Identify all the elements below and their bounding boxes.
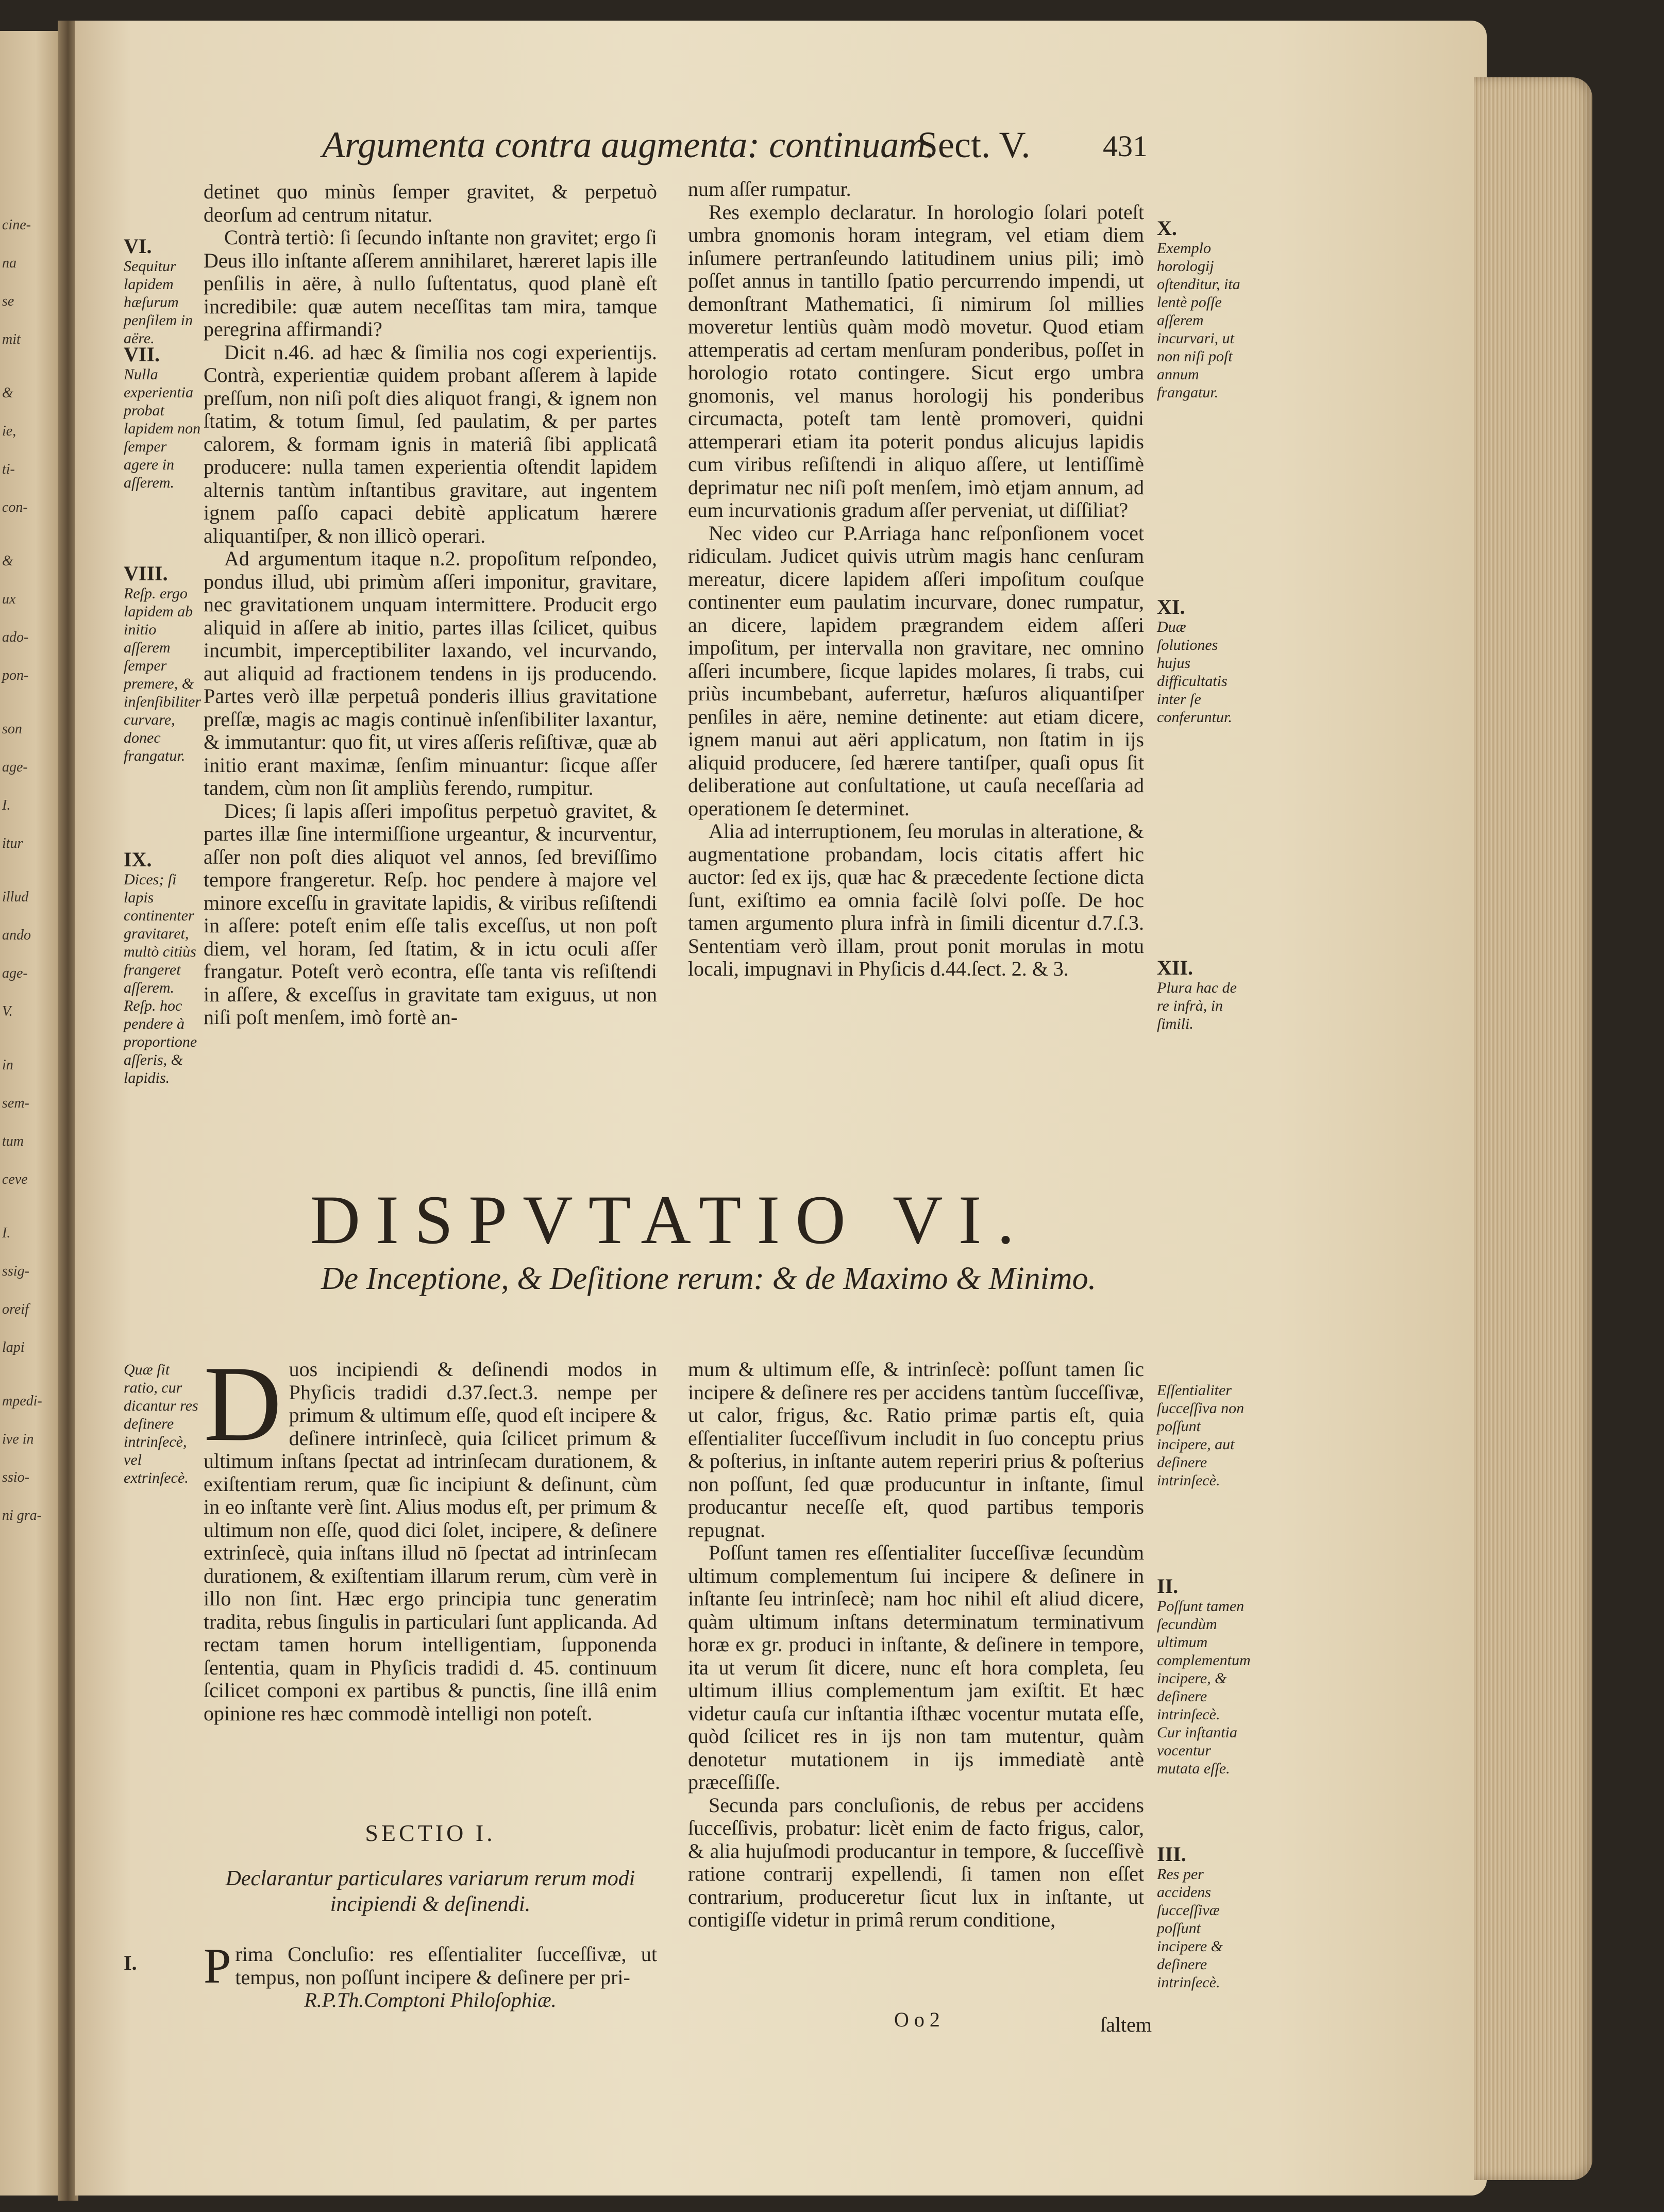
paragraph: uos incipiendi & deſinendi modos in Phyſicis tradidi d.37.ſect.3. nempe per primum & ultimum eſſe, quod eſt incipere & deſinere intrinſecè, quia ſcilicet primum & ultimum inſtans ſpectat ad intrinſecam durationem, & exiſtentiam rerum, quæ ſic incipiunt & deſinunt, cùm in eo inſtante verè ſint. Alius modus eſt, per primum & ultimum non eſſe, quod dici ſolet, incipere, & deſinere extrinſecè, quia inſtans illud nō ſpectat ad intrinſecam durationem, & exiſtentiam illarum rerum, cùm verè in illo non ſint. Hæc ergo principia tunc generatim tradita, rebus ſingulis in particulari ſunt applicanda. Ad rectam tamen horum intelligentiam, ſupponenda ſententia, quam in Phyſicis tradidi d. 45. continuum ſcilicet componi ex partibus & punctis, ſine illâ enim opinione res hæc commodè intelligi non poteſt. [204,1358,657,1725]
margin-note-text: Poſſunt tamen ſecundùm ultimum complementum incipere, & deſinere intrinſecè. Cur inſtantia vocentur mutata eſſe. [1157,1598,1251,1777]
margin-note-number: VII. [124,343,160,366]
left-page-fragment: ssio- [2,1469,29,1485]
margin-note-text: Duæ ſolutiones hujus difficultatis inter ſe conferuntur. [1157,618,1232,726]
left-page-fragment: ando [2,927,31,943]
left-page-fragment: se [2,293,14,309]
paragraph: num aſſer rumpatur. [688,177,851,200]
sectio-subtitle: Declarantur particulares variarum rerum modi incipiendi & deſinendi. [225,1867,635,1916]
left-page-fragment: tum [2,1133,24,1149]
paragraph: Res exemplo declaratur. In horologio ſolari poteſt umbra gnomonis horam integram, vel etiam diem inſumere pertranſeundo latitudinem unius pili; imò poſſet annus in tantillo ſpatio percurrendo impendi, ut demonſtrant Mathematici, ſi nimirum ſol millies moveretur lentiùs quàm modò movetur. Quod etiam attemperatis ad certam menſuram ponderibus, poſſet in horologio rotato contingere. Sicut ergo umbra gnomonis, vel manus horologij his ponderibus circumacta, poteſt tam lentè promoveri, quidni attemperari etiam ita poterit pondus alicujus lapidis cum viribus reſiſtendi in aliquo aſſere, ut lentiſſimè deprimatur nec niſi poſt menſem, imò etjam annum, ad eum incurvationis gradum aſſer perveniat, ut diſſiliat? [688,200,1144,522]
column-top-left [204,180,657,1029]
drop-cap: P [204,1938,231,1993]
page-number: 431 [1103,129,1148,163]
column-bottom-right [688,1358,1144,1932]
paragraph: Ad argumentum itaque n.2. propoſitum reſpondeo, pondus illud, ubi primùm aſſeri imponitur, gravitare, nec gravitationem unquam intermittere. Producit ergo aliquid in aſſere ab initio, partes illas ſcilicet, quibus incumbit, imperceptibiliter laxando, vel incurvando, aut aliquid ad fractionem tendens in ijs producendo. Partes verò illæ perpetuâ ponderis illius gravitatione preſſæ, magis ac magis continuè inſenſibiliter laxantur, & immutantur: quo fit, ut vires aſſeris reſiſtivæ, quæ ab initio erant maximæ, ſenſim minuantur: ſicque aſſer tandem, cùm non ſit ampliùs ferendo, rumpitur. [204,547,657,799]
paragraph: Secunda pars concluſionis, de rebus per accidens ſucceſſivis, probatur: licèt enim de facto frigus, calor, & alia hujuſmodi producantur in tempore, & ſucceſſivè ratione contrarij expellendi, ſi tamen non eſſet contrarium, produceretur ſicut lux in inſtante, ut contigiſſe videtur in primâ rerum conditione, [688,1793,1144,1931]
footer-signature-line: R.P.Th.Comptoni Philoſophiæ. [304,1988,557,2012]
left-page-fragment: oreif [2,1301,29,1317]
disputatio-title: DISPVTATIO VI. [310,1182,1030,1259]
page-fore-edge [1474,77,1592,2180]
margin-note-essentialiter [1157,1381,1245,1489]
left-page-fragment: cine- [2,217,31,233]
left-page-fragment: illud [2,889,29,905]
margin-note-3 [1157,1842,1245,1991]
margin-note-number: IX. [124,848,152,871]
running-title: Argumenta contra augmenta: continuam. [322,124,935,165]
left-page-fragment: ado- [2,629,29,645]
paragraph: Nec video cur P.Arriaga hanc reſponſionem vocet ridiculam. Judicet quivis utrùm magis hanc cenſuram mereatur, dicere lapidem aſſeri impoſitum couſque continenter eum paulatim incurvare, donec rumpatur, an dicere, lapidem prægrandem eidem aſſeri impoſitum, per intervalla non gravitare, nec omnino aſſeri incumbere, ſicque lapides molares, ſi trabs, cui priùs incumbebant, auferretur, hæſuros aliquantiſper penſiles in aëre, nemine detinente: aut etiam dicere, ignem manui aut aëri applicatum, non ſtatim in ijs aliquid producere, ſed hærere tantiſper, quaſi opus ſit deliberatione aut conſultatione, ut cauſa neceſſaria ad operationem ſe determinet. [688,521,1144,820]
margin-note-text: Sequitur lapidem hæſurum penſilem in aëre. [124,258,193,347]
left-page-fragment: & [2,553,13,569]
left-page-fragment: ive in [2,1431,34,1447]
margin-note-6 [124,234,201,347]
paragraph: mum & ultimum eſſe, & intrinſecè: poſſunt tamen ſic incipere & deſinere res per accidens tantùm ſucceſſivæ, ut calor, frigus, &c. Ratio primæ partis eſt, quia eſſentialiter ſucceſſivum includit in ſuo conceptu prius & poſterius, in inſtante autem reperiri prius & poſterius non poſſunt, ſed quæ producuntur in inſtante, ſimul producantur neceſſe eſt, quod partibus temporis repugnat. [688,1358,1144,1541]
sectio-title: SECTIO I. [365,1820,496,1846]
left-page-fragment: ceve [2,1171,28,1187]
left-page-fragment: pon- [2,667,29,683]
left-page-fragment: ti- [2,461,15,477]
margin-note-number: X. [1157,216,1177,240]
margin-note-text: Eſſentialiter ſucceſſiva non poſſunt incipere, aut deſinere intrinſecè. [1157,1382,1245,1489]
margin-note-text: Dices; ſi lapis continenter gravitaret, multò citiùs frangeret aſſerem. Reſp. hoc pendere à proportione aſſeris, & lapidis. [124,871,197,1086]
running-head [309,124,1443,175]
left-page-fragment: in [2,1057,13,1073]
left-page-fragment: ie, [2,423,16,439]
drop-cap: D [204,1344,282,1464]
margin-note-number: III. [1157,1842,1186,1866]
left-page-fragment: con- [2,499,28,515]
paragraph: Dicit n.46. ad hæc & ſimilia nos cogi experientijs. Contrà, experientiæ quidem probant aſſerem à lapide preſſum, non niſi poſt dies aliquot frangi, & ignem non ſtatim, & totum ſimul, ſed paulatim, & per partes calorem, & formam ignis in materiâ ſibi applicatâ producere: nulla tamen experientia oſtendit lapidem alternis tantùm inſtantibus gravitare, aut ingentem ignem paſſo capaci debitè applicatum hærere aliquantiſper, & non illicò operari. [204,340,657,547]
paragraph: Alia ad interruptionem, ſeu morulas in alteratione, & augmentatione probandam, locis citatis affert hic auctor: ſed ex ijs, quæ hac & præcedente ſectione dicta ſunt, exiſtimo ea omnia facilè ſolvi poſſe. De hoc tamen argumento plura infrà in ſimili dicentur d.7.ſ.3. Sententiam verò illam, prout ponit morulas in motu locali, impugnavi in Phyſicis d.44.ſect. 2. & 3. [688,819,1144,980]
disputatio-subtitle: De Inceptione, & Deſitione rerum: & de Maximo & Minimo. [321,1261,1097,1296]
margin-note-10 [1157,216,1245,401]
running-section: Sect. V. [917,124,1031,165]
signature-mark: O o 2 [894,2008,940,2031]
margin-note-number: XI. [1157,595,1185,618]
left-page-fragment: ux [2,591,16,607]
margin-note-8 [124,564,201,765]
left-page-fragment: na [2,255,16,271]
margin-note-intro [124,1361,201,1487]
left-page-fragment: ni gra- [2,1507,42,1523]
column-top-right [688,178,1144,981]
catchword: ſaltem [1100,2013,1152,2036]
margin-note-text: Reſp. ergo lapidem ab initio aſſerem ſemper premere, & inſenſibiliter curvare, donec frangatur. [124,585,201,764]
left-page-fragment: age- [2,965,28,981]
left-page-fragments [2,216,54,1561]
margin-note-number: VIII. [124,562,168,585]
paragraph: Dices; ſi lapis aſſeri impoſitus perpetuò gravitet, & partes illæ ſine intermiſſione urgeantur, & incurventur, aſſer non poſt dies aliquot vel annos, ſed breviſſimo tempore frangeretur. Reſp. hoc pendere à majore vel minore exceſſu in gravitate lapidis, & viribus reſiſtendi in aſſere: poteſt enim eſſe talis exceſſus, ut non poſt diem, vel horam, ſed ſtatim, & in ictu oculi aſſer frangatur. Poteſt verò econtra, eſſe tanta vis reſiſtendi in aſſere, & exceſſus in gravitate tam exiguus, ut non niſi poſt menſem, imò fortè an- [204,799,657,1029]
margin-note-12 [1157,956,1245,1033]
left-page-fragment: mit [2,331,21,347]
margin-note-text: Res per accidens ſucceſſivæ poſſunt incipere & deſinere intrinſecè. [1157,1866,1223,1991]
margin-note-text: Nulla experientia probat lapidem non ſemper agere in aſſerem. [124,366,201,491]
paragraph: Contrà tertiò: ſi ſecundo inſtante non gravitet; ergo ſi Deus illo inſtante aſſerem annihilaret, hæreret lapis ille penſilis in aëre, à nullo ſuſtentatus, quod planè eſt incredibile: quæ autem neceſſitas tam mira, tamque peregrina affirmandi? [204,226,657,341]
left-page-fragment: ssig- [2,1263,29,1279]
margin-note-text: Exemplo horologij oſtenditur, ita lentè poſſe aſſerem incurvari, ut non niſi poſt annum frangatur. [1157,240,1240,401]
paragraph: Poſſunt tamen res eſſentialiter ſucceſſivæ ſecundùm ultimum complementum ſui incipere & deſinere in inſtante ſeu intrinſecè; nam hoc nihil eſt aliud dicere, quàm ultimum inſtans determinatum terminativum horæ ex gr. produci in inſtante, & deſinere in tempore, ita ut verum ſit dicere, nunc eſt hora completa, ſeu ultimum illius complementum jam exiſtit. Et hæc videtur cauſa cur inſtantia iſthæc vocentur mutata eſſe, quòd ſcilicet res in ijs non tam mutentur, quàm denotetur mutationem in ijs immediatè antè præceſſiſſe. [688,1541,1144,1794]
left-page-edge [0,31,59,2196]
margin-note-number: VI. [124,234,152,258]
conclusion-paragraph [204,1938,657,2012]
margin-note-2 [1157,1574,1251,1778]
margin-note-7 [124,345,201,492]
column-bottom-left [204,1344,657,1725]
conclusion-number: I. [124,1951,137,1974]
conclusion-text: rima Concluſio: res eſſentialiter ſucceſſivæ, ut tempus, non poſſunt incipere & deſinere per pri- [235,1942,657,1989]
left-page-fragment: V. [2,1003,13,1019]
left-page-fragment: lapi [2,1339,25,1355]
margin-note-text: Plura hac de re infrà, in ſimili. [1157,979,1237,1032]
left-page-fragment: I. [2,797,11,813]
left-page-fragment: mpedi- [2,1393,42,1409]
margin-note-number: II. [1157,1574,1179,1598]
margin-note-number: XII. [1157,956,1194,979]
margin-note-9 [124,850,201,1087]
left-page-fragment: itur [2,835,23,851]
margin-note-text: Quæ ſit ratio, cur dicantur res deſinere intrinſecè, vel extrinſecè. [124,1361,198,1486]
left-page-fragment: I. [2,1225,11,1241]
left-page-fragment: sem- [2,1095,29,1111]
margin-note-11 [1157,595,1245,726]
left-page-fragment: son [2,721,22,737]
left-page-fragment: & [2,385,13,401]
paragraph: detinet quo minùs ſemper gravitet, & perpetuò deorſum ad centrum nitatur. [204,180,657,226]
left-page-fragment: age- [2,759,28,775]
